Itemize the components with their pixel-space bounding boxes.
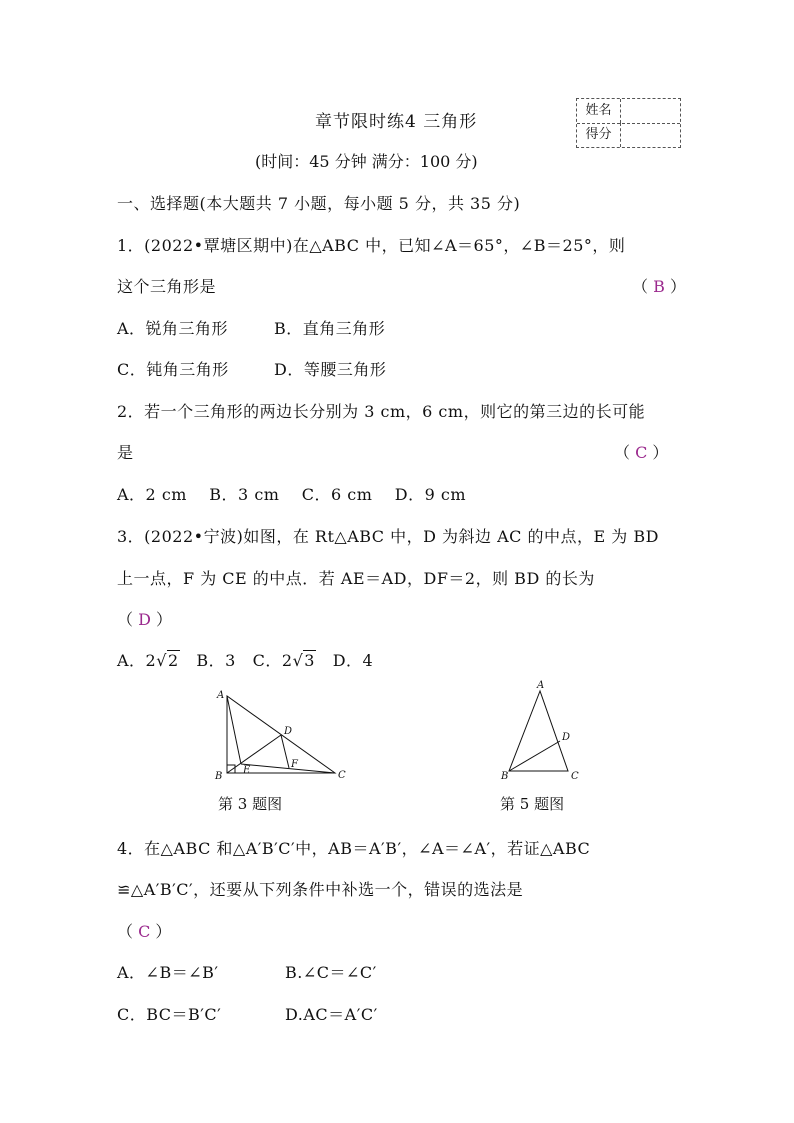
q4-answer-bracket: （ C ）: [117, 922, 172, 941]
q4-stem-line1: 4．在△ABC 和△A′B′C′中，AB＝A′B′，∠A＝∠A′，若证△ABC: [117, 839, 591, 858]
name-label: 姓名: [577, 99, 621, 123]
q3-stem-line1: 3．(2022•宁波)如图，在 Rt△ABC 中，D 为斜边 AC 的中点，E 为 BD: [117, 527, 659, 546]
exam-info: (时间：45 分钟 满分：100 分): [255, 152, 478, 171]
fig3-label-c: C: [338, 770, 346, 781]
score-row: [577, 123, 680, 147]
triangle-abc: [509, 691, 571, 771]
sqrt-symbol: √2: [156, 651, 179, 670]
q3-options: [117, 648, 373, 671]
fig5-label-a: A: [537, 680, 545, 691]
fig3-label-f: F: [291, 759, 298, 770]
segment-bd: [509, 741, 560, 771]
section-heading: 一、选择题(本大题共 7 小题，每小题 5 分，共 35 分): [117, 194, 521, 213]
figure-5-caption: 第 5 题图: [500, 795, 565, 813]
q1-stem-line1: 1．(2022•覃塘区期中)在△ABC 中，已知∠A＝65°，∠B＝25°，则: [117, 236, 626, 255]
sqrt-symbol: √3: [292, 651, 315, 670]
fig5-label-b: B: [501, 771, 509, 782]
q4-option-b: B.∠C＝∠C′: [285, 963, 377, 982]
q1-option-a: A．锐角三角形: [117, 319, 229, 338]
q1-answer: B: [653, 277, 665, 296]
q2-stem-line1: 2．若一个三角形的两边长分别为 3 cm，6 cm，则它的第三边的长可能: [117, 402, 646, 421]
q1-option-c: C．钝角三角形: [117, 360, 229, 379]
q3-option-a-radicand: 2: [167, 651, 179, 670]
figure-3-caption: 第 3 题图: [218, 795, 283, 813]
score-label: 得分: [577, 123, 621, 147]
q4-option-c: C．BC＝B′C′: [117, 1005, 222, 1024]
q1-option-d: D．等腰三角形: [274, 360, 387, 379]
q3-option-c-prefix: C．2: [252, 651, 293, 670]
q4-option-a: A．∠B＝∠B′: [117, 963, 219, 982]
q3-answer: D: [138, 610, 151, 629]
figure-3-diagram: [205, 685, 350, 785]
q3-option-b: B．3: [196, 651, 236, 670]
q3-answer-bracket: （ D ）: [117, 610, 173, 629]
q3-option-a-prefix: A．2: [117, 651, 157, 670]
q2-options: A．2 cm B．3 cm C．6 cm D．9 cm: [117, 485, 467, 504]
q1-stem-line2: 这个三角形是: [117, 277, 217, 296]
name-row: [577, 99, 680, 124]
figure-5-diagram: [495, 675, 590, 785]
q3-option-d: D．4: [332, 651, 374, 670]
fig5-label-d: D: [562, 732, 571, 743]
q2-answer-bracket: （ C ）: [614, 443, 669, 462]
q1-answer-bracket: （ B ）: [632, 277, 686, 296]
q2-stem-line2: 是: [117, 443, 134, 462]
q4-answer: C: [138, 922, 151, 941]
q2-answer: C: [635, 443, 648, 462]
segment-ae: [227, 696, 241, 764]
q4-option-d: D.AC＝A′C′: [285, 1005, 378, 1024]
fig3-label-a: A: [217, 690, 225, 701]
fig5-label-c: C: [571, 771, 579, 782]
name-score-box: [576, 98, 681, 148]
page-title: 章节限时练4 三角形: [315, 112, 478, 132]
fig3-label-b: B: [215, 771, 223, 782]
q1-option-b: B．直角三角形: [274, 319, 386, 338]
fig3-label-e: E: [243, 765, 251, 776]
q3-option-c-radicand: 3: [304, 651, 315, 670]
q4-stem-line2: ≌△A′B′C′，还要从下列条件中补选一个，错误的选法是: [117, 880, 524, 899]
fig3-label-d: D: [284, 726, 293, 737]
q3-stem-line2: 上一点，F 为 CE 的中点．若 AE＝AD，DF＝2，则 BD 的长为: [117, 569, 595, 588]
